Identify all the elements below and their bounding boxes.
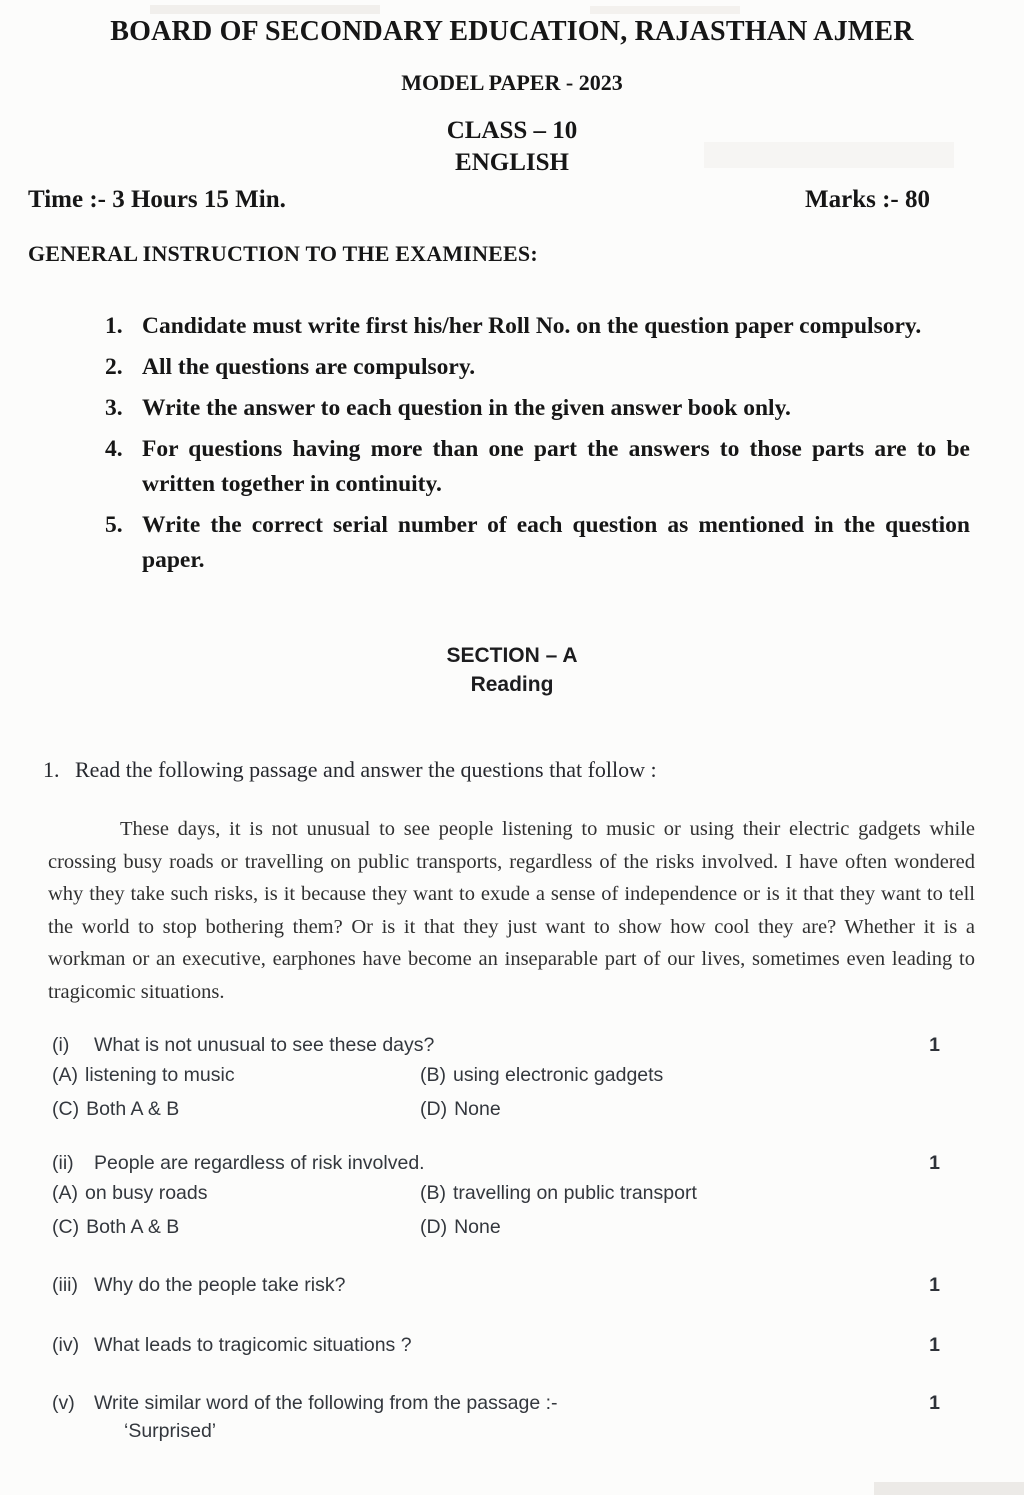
option-text: listening to music xyxy=(85,1064,235,1086)
option-a xyxy=(52,1178,420,1208)
subquestion-number: (ii) xyxy=(52,1152,74,1174)
options-grid xyxy=(52,1178,940,1242)
marks-value: 1 xyxy=(929,1334,940,1356)
marks-value: 1 xyxy=(929,1274,940,1296)
option-label: (D) xyxy=(420,1216,448,1238)
options-grid xyxy=(52,1060,940,1124)
option-text: on busy roads xyxy=(85,1182,208,1204)
time-marks-row xyxy=(0,186,1024,214)
scan-artifact xyxy=(874,1482,1024,1495)
subquestions xyxy=(0,1030,1024,1444)
subquestion-text: Why do the people take risk? xyxy=(94,1274,346,1296)
option-b xyxy=(420,1178,940,1208)
subquestion-number: (v) xyxy=(52,1392,75,1414)
instruction-item-2 xyxy=(105,350,970,385)
subquestion-row xyxy=(52,1388,940,1418)
reading-passage: These days, it is not unusual to see people listening to music or using their electric gadgets while crossing busy roads or travelling on public transports, regardless of the risks involved. I have often wondered why they take such risks, is it because they want to exude a sense of independence or is it that they want to tell the world to stop bothering them? Or is it that they just want to show how cool they are? Whether it is a workman or an executive, earphones have become an inseparable part of our lives, sometimes even leading to tragicomic situations. xyxy=(48,818,975,1003)
option-text: travelling on public transport xyxy=(453,1182,697,1204)
instruction-text: Candidate must write first his/her Roll No. on the question paper compulsory. xyxy=(142,313,922,339)
subquestion-row xyxy=(52,1270,940,1300)
instruction-item-4 xyxy=(105,432,970,502)
option-label: (C) xyxy=(52,1098,80,1120)
section-subheading: Reading xyxy=(470,673,554,696)
instruction-number: 5. xyxy=(105,512,123,538)
option-c xyxy=(52,1094,420,1124)
subquestion-iv xyxy=(52,1330,940,1360)
marks-value: 1 xyxy=(929,1034,940,1056)
subquestion-number: (iii) xyxy=(52,1274,78,1296)
section-heading: SECTION – A xyxy=(446,644,578,667)
subquestion-word: ‘Surprised’ xyxy=(124,1420,217,1442)
option-label: (B) xyxy=(420,1064,446,1086)
subquestion-number: (i) xyxy=(52,1034,70,1056)
instruction-text: For questions having more than one part the answers to those parts are to be written together in continuity. xyxy=(142,436,970,497)
instruction-item-3 xyxy=(105,391,970,426)
subquestion-row xyxy=(52,1148,940,1178)
time-allowed: Time :- 3 Hours 15 Min. xyxy=(28,186,286,213)
option-c xyxy=(52,1212,420,1242)
model-paper-title: MODEL PAPER - 2023 xyxy=(401,70,623,95)
board-title: BOARD OF SECONDARY EDUCATION, RAJASTHAN AJMER xyxy=(110,16,914,47)
option-d xyxy=(420,1094,940,1124)
subquestion-ii xyxy=(52,1148,940,1242)
question-1-heading xyxy=(43,757,1024,783)
option-text: Both A & B xyxy=(86,1098,180,1120)
option-d xyxy=(420,1212,940,1242)
instruction-text: All the questions are compulsory. xyxy=(142,354,476,380)
instruction-text: Write the correct serial number of each question as mentioned in the question paper. xyxy=(142,512,970,573)
subject-title: ENGLISH xyxy=(455,149,569,176)
class-line: CLASS – 10 xyxy=(446,117,578,144)
question-1-text: Read the following passage and answer the questions that follow : xyxy=(75,757,657,782)
option-text: using electronic gadgets xyxy=(453,1064,664,1086)
instruction-number: 3. xyxy=(105,395,123,421)
subquestion-row xyxy=(52,1030,940,1060)
subquestion-text: What is not unusual to see these days? xyxy=(94,1034,435,1056)
instruction-number: 4. xyxy=(105,436,123,462)
marks-value: 1 xyxy=(929,1392,940,1414)
subquestion-text: What leads to tragicomic situations ? xyxy=(94,1334,412,1356)
instruction-number: 1. xyxy=(105,313,123,339)
option-label: (D) xyxy=(420,1098,448,1120)
question-1-number: 1. xyxy=(43,757,60,782)
option-b xyxy=(420,1060,940,1090)
max-marks: Marks :- 80 xyxy=(805,186,930,213)
option-label: (A) xyxy=(52,1064,78,1086)
subquestion-number: (iv) xyxy=(52,1334,80,1356)
instruction-item-1 xyxy=(105,309,970,344)
option-text: None xyxy=(454,1216,501,1238)
option-a xyxy=(52,1060,420,1090)
instruction-item-5 xyxy=(105,508,970,578)
option-label: (A) xyxy=(52,1182,78,1204)
instruction-text: Write the answer to each question in the given answer book only. xyxy=(142,395,791,421)
subquestion-row xyxy=(52,1330,940,1360)
subquestion-iii xyxy=(52,1270,940,1300)
option-label: (C) xyxy=(52,1216,80,1238)
subquestion-i xyxy=(52,1030,940,1124)
subquestion-text: Write similar word of the following from the passage :- xyxy=(94,1392,558,1414)
instructions-list xyxy=(0,309,1024,578)
instructions-heading: GENERAL INSTRUCTION TO THE EXAMINEES: xyxy=(28,241,538,266)
option-text: None xyxy=(454,1098,501,1120)
marks-value: 1 xyxy=(929,1152,940,1174)
option-label: (B) xyxy=(420,1182,446,1204)
instruction-number: 2. xyxy=(105,354,123,380)
option-text: Both A & B xyxy=(86,1216,180,1238)
subquestion-v xyxy=(52,1388,940,1444)
subquestion-text: People are regardless of risk involved. xyxy=(94,1152,425,1174)
